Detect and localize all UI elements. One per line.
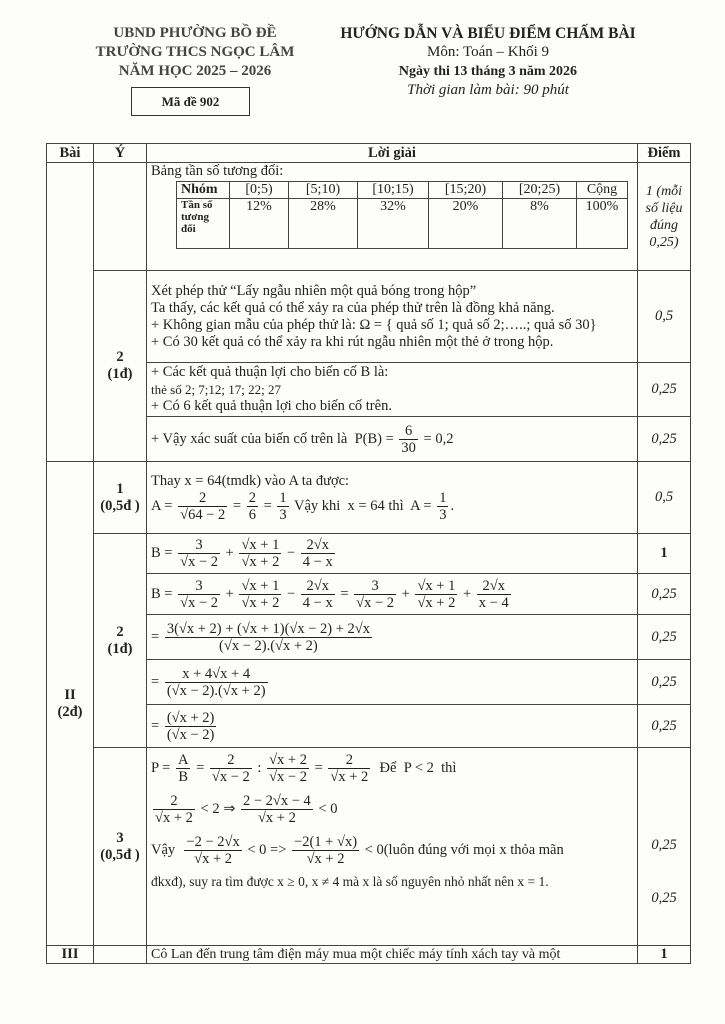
denominator: 30 bbox=[401, 439, 416, 456]
denominator: (√x − 2) bbox=[166, 726, 215, 743]
solution-line: Cô Lan đến trung tâm điện máy mua một chiếc máy tính xách tay và một bbox=[147, 946, 638, 964]
formula-text: P = bbox=[151, 759, 174, 776]
fraction bbox=[477, 578, 511, 611]
numerator: 3(√x + 2) + (√x + 1)(√x − 2) + 2√x bbox=[166, 620, 371, 637]
formula-text: A = bbox=[151, 497, 177, 514]
fraction bbox=[301, 578, 335, 611]
fraction bbox=[277, 490, 288, 523]
freq-cell: 12% bbox=[230, 199, 289, 249]
formula-text: < 2 ⇒ bbox=[196, 800, 239, 817]
denominator: √x + 2 bbox=[241, 594, 280, 611]
fraction bbox=[178, 537, 220, 570]
solution-line: + Có 6 kết quả thuận lợi cho biến cố trên. bbox=[151, 398, 392, 414]
ward-name: UBND PHƯỜNG BỒ ĐỀ bbox=[113, 25, 277, 41]
denominator: √x − 2 bbox=[180, 554, 218, 570]
formula bbox=[151, 793, 337, 826]
numerator: (√x + 2) bbox=[166, 709, 215, 726]
denominator: √x + 2 bbox=[194, 851, 233, 867]
exam-date: Ngày thi 13 tháng 3 năm 2026 bbox=[398, 64, 578, 79]
formula-text: = bbox=[151, 628, 163, 645]
denominator: 4 − x bbox=[302, 554, 333, 570]
col-y: Ý bbox=[94, 144, 147, 163]
formula-text: . bbox=[450, 497, 455, 514]
fraction bbox=[292, 834, 359, 867]
formula-text: + bbox=[222, 544, 238, 561]
fraction bbox=[239, 537, 281, 570]
solution-line: thẻ số 2; 7;12; 17; 22; 27 bbox=[151, 382, 281, 397]
doc-title: HƯỚNG DẪN VÀ BIỂU ĐIỂM CHẤM BÀI bbox=[340, 25, 636, 42]
score: 0,25 bbox=[638, 363, 691, 417]
part-number: 2 bbox=[116, 623, 124, 640]
denominator: √x − 2 bbox=[211, 769, 250, 785]
part-points: (1đ) bbox=[107, 366, 133, 382]
solution-line: Thay x = 64(tmdk) vào A ta được: bbox=[151, 472, 350, 489]
formula bbox=[151, 752, 456, 785]
formula-text: + bbox=[222, 585, 238, 602]
formula-text: < 0 => bbox=[243, 841, 291, 858]
table-row bbox=[47, 946, 691, 964]
table-row bbox=[47, 271, 691, 363]
solution-line: Ta thấy, các kết quả có thể xảy ra của phép thử trên là đồng khả năng. bbox=[151, 299, 555, 316]
score: 0,25 bbox=[638, 615, 691, 660]
freq-cell: [5;10) bbox=[289, 182, 358, 199]
numerator: √x + 2 bbox=[269, 752, 307, 768]
numerator: A bbox=[177, 752, 189, 768]
numerator: √x + 1 bbox=[241, 537, 280, 553]
numerator: 2 bbox=[248, 489, 256, 506]
denominator: 4 − x bbox=[302, 594, 333, 611]
formula-text: − bbox=[283, 585, 299, 602]
freq-cell: [0;5) bbox=[230, 182, 289, 199]
solution-line: Xét phép thử “Lấy ngẫu nhiên một quả bóng trong hộp” bbox=[151, 282, 477, 299]
formula-text: Để P < 2 thì bbox=[372, 759, 457, 776]
formula bbox=[151, 710, 218, 743]
subject: Môn: Toán – Khối 9 bbox=[426, 44, 549, 60]
denominator: √x + 2 bbox=[257, 810, 296, 826]
denominator: (√x − 2).(√x + 2) bbox=[219, 637, 318, 654]
denominator: √x + 2 bbox=[417, 594, 456, 611]
fraction bbox=[301, 537, 335, 570]
numerator: 3 bbox=[354, 578, 396, 595]
denominator: √x − 2 bbox=[356, 594, 395, 611]
solution-line: + Không gian mẫu của phép thử là: Ω = { quả số 1; quả số 2;…..; quả số 30} bbox=[151, 316, 597, 333]
score: 1 bbox=[638, 534, 691, 574]
denominator: √x + 2 bbox=[330, 769, 369, 785]
denominator: x − 4 bbox=[478, 594, 509, 611]
fraction bbox=[178, 490, 227, 523]
denominator: √x + 2 bbox=[155, 810, 193, 826]
part-points: (0,5đ ) bbox=[100, 497, 140, 514]
formula-text: + bbox=[398, 585, 414, 602]
numerator: 2√x bbox=[477, 578, 511, 595]
formula-text: B = bbox=[151, 585, 177, 602]
numerator: 2√x bbox=[301, 537, 335, 554]
grading-table bbox=[46, 143, 691, 964]
formula bbox=[151, 834, 564, 867]
formula bbox=[151, 537, 337, 570]
formula-text: + Vậy xác suất của biến cố trên là P(B) = bbox=[151, 430, 398, 447]
numerator: 2 bbox=[328, 752, 370, 769]
numerator: 2√x bbox=[301, 578, 335, 595]
fraction bbox=[210, 752, 252, 785]
numerator: 1 bbox=[439, 489, 447, 506]
fraction bbox=[165, 621, 372, 654]
formula-text: = bbox=[310, 759, 327, 776]
formula-text: = bbox=[259, 497, 276, 514]
school-year: NĂM HỌC 2025 – 2026 bbox=[118, 63, 272, 79]
freq-caption: Bảng tần số tương đối: bbox=[151, 163, 284, 179]
formula bbox=[151, 490, 454, 523]
freq-cell: [10;15) bbox=[358, 182, 429, 199]
table-row bbox=[47, 163, 691, 271]
fraction bbox=[267, 752, 309, 785]
formula-text: − bbox=[283, 544, 299, 561]
freq-cell: 8% bbox=[503, 199, 577, 249]
solution-line: đkxđ), suy ra tìm được x ≥ 0, x ≠ 4 mà x là số nguyên nhỏ nhất nên x = 1. bbox=[151, 874, 549, 889]
formula-text: : bbox=[253, 759, 266, 776]
problem-number: III bbox=[47, 946, 94, 964]
formula-text: = bbox=[192, 759, 208, 776]
score: 0,25 bbox=[651, 889, 677, 906]
score: 0,25 bbox=[651, 836, 677, 853]
fraction bbox=[153, 793, 195, 826]
table-header-row bbox=[47, 144, 691, 163]
denominator: B bbox=[178, 769, 189, 785]
freq-cell: Tần số tương đối bbox=[177, 199, 230, 249]
problem-number: II bbox=[64, 686, 76, 703]
problem-points: (2đ) bbox=[57, 703, 83, 720]
fraction bbox=[247, 490, 258, 523]
formula-text: = bbox=[151, 673, 163, 690]
formula-text: < 0 bbox=[314, 800, 338, 817]
table-row bbox=[47, 534, 691, 574]
numerator: −2(1 + √x) bbox=[294, 834, 358, 850]
fraction bbox=[184, 834, 241, 867]
part-points: (1đ) bbox=[107, 640, 133, 657]
formula-text: = bbox=[151, 717, 163, 734]
score: 1 (mỗi số liệu đúng 0,25) bbox=[638, 163, 691, 271]
numerator: 3 bbox=[178, 537, 220, 554]
fraction bbox=[328, 752, 370, 785]
table-row bbox=[47, 748, 691, 946]
score: 0,25 bbox=[638, 574, 691, 615]
denominator: √64 − 2 bbox=[180, 506, 226, 523]
fraction bbox=[241, 793, 313, 826]
exam-header bbox=[318, 24, 658, 100]
formula-text: Vậy bbox=[151, 841, 183, 858]
col-bai: Bài bbox=[47, 144, 94, 163]
formula bbox=[151, 621, 374, 654]
part-number: 3 bbox=[116, 829, 124, 846]
fraction bbox=[354, 578, 396, 611]
denominator: √x − 2 bbox=[269, 769, 307, 785]
numerator: 2 − 2√x − 4 bbox=[242, 793, 311, 809]
numerator: 2 bbox=[210, 752, 252, 769]
solution-line: + Các kết quả thuận lợi cho biến cố B là: bbox=[151, 364, 389, 380]
fraction bbox=[165, 710, 217, 743]
denominator: √x + 2 bbox=[306, 851, 345, 867]
denominator: 3 bbox=[279, 506, 287, 523]
formula-text: B = bbox=[151, 544, 177, 561]
score: 0,5 bbox=[638, 271, 691, 363]
frequency-table bbox=[176, 181, 628, 249]
numerator: −2 − 2√x bbox=[186, 834, 240, 850]
freq-cell: 28% bbox=[289, 199, 358, 249]
formula bbox=[151, 578, 513, 611]
denominator: (√x − 2).(√x + 2) bbox=[166, 682, 266, 699]
freq-cell: 20% bbox=[429, 199, 503, 249]
fraction bbox=[176, 752, 190, 785]
fraction bbox=[415, 578, 457, 611]
formula-text: Vậy khi x = 64 thì A = bbox=[290, 497, 436, 514]
exam-duration: Thời gian làm bài: 90 phút bbox=[407, 82, 569, 98]
table-row bbox=[47, 462, 691, 534]
numerator: 2 bbox=[153, 793, 195, 810]
formula bbox=[151, 666, 270, 699]
fraction bbox=[437, 490, 448, 523]
formula-text: = bbox=[229, 497, 245, 514]
formula-text: + bbox=[459, 585, 475, 602]
school-header bbox=[60, 24, 330, 81]
score: 0,25 bbox=[638, 660, 691, 705]
score: 0,25 bbox=[638, 705, 691, 748]
exam-code-box: Mã đề 902 bbox=[131, 87, 250, 116]
freq-cell: [20;25) bbox=[503, 182, 577, 199]
denominator: √x + 2 bbox=[241, 554, 280, 570]
col-loi-giai: Lời giải bbox=[147, 144, 638, 163]
fraction bbox=[178, 578, 220, 611]
numerator: √x + 1 bbox=[241, 577, 280, 594]
fraction bbox=[165, 666, 268, 699]
school-name: TRƯỜNG THCS NGỌC LÂM bbox=[95, 44, 295, 60]
part-points: (0,5đ ) bbox=[100, 846, 140, 863]
denominator: √x − 2 bbox=[180, 594, 218, 611]
formula-text: = 0,2 bbox=[419, 430, 454, 447]
score: 1 bbox=[638, 946, 691, 964]
freq-cell: 100% bbox=[577, 199, 628, 249]
col-diem: Điểm bbox=[638, 144, 691, 163]
freq-cell: 32% bbox=[358, 199, 429, 249]
numerator: 3 bbox=[178, 578, 220, 595]
freq-cell: [15;20) bbox=[429, 182, 503, 199]
score: 0,5 bbox=[638, 462, 691, 534]
numerator: 1 bbox=[279, 489, 287, 506]
score: 0,25 bbox=[638, 417, 691, 462]
formula-text: < 0(luôn đúng với mọi x thỏa mãn bbox=[361, 841, 564, 858]
numerator: x + 4√x + 4 bbox=[165, 666, 268, 683]
solution-line: + Có 30 kết quả có thể xảy ra khi rút ngẫu nhiên một thẻ ở trong hộp. bbox=[151, 333, 554, 350]
freq-cell: Cộng bbox=[577, 182, 628, 199]
formula bbox=[151, 423, 453, 456]
part-number: 2 bbox=[116, 349, 124, 365]
formula-text: = bbox=[336, 585, 353, 602]
fraction bbox=[399, 423, 418, 456]
denominator: 6 bbox=[248, 506, 256, 523]
numerator: 6 bbox=[399, 423, 418, 440]
fraction bbox=[239, 578, 281, 611]
numerator: 2 bbox=[178, 490, 227, 507]
denominator: 3 bbox=[439, 506, 447, 523]
part-number: 1 bbox=[116, 480, 124, 497]
numerator: √x + 1 bbox=[417, 577, 456, 594]
freq-cell: Nhóm bbox=[177, 182, 230, 199]
